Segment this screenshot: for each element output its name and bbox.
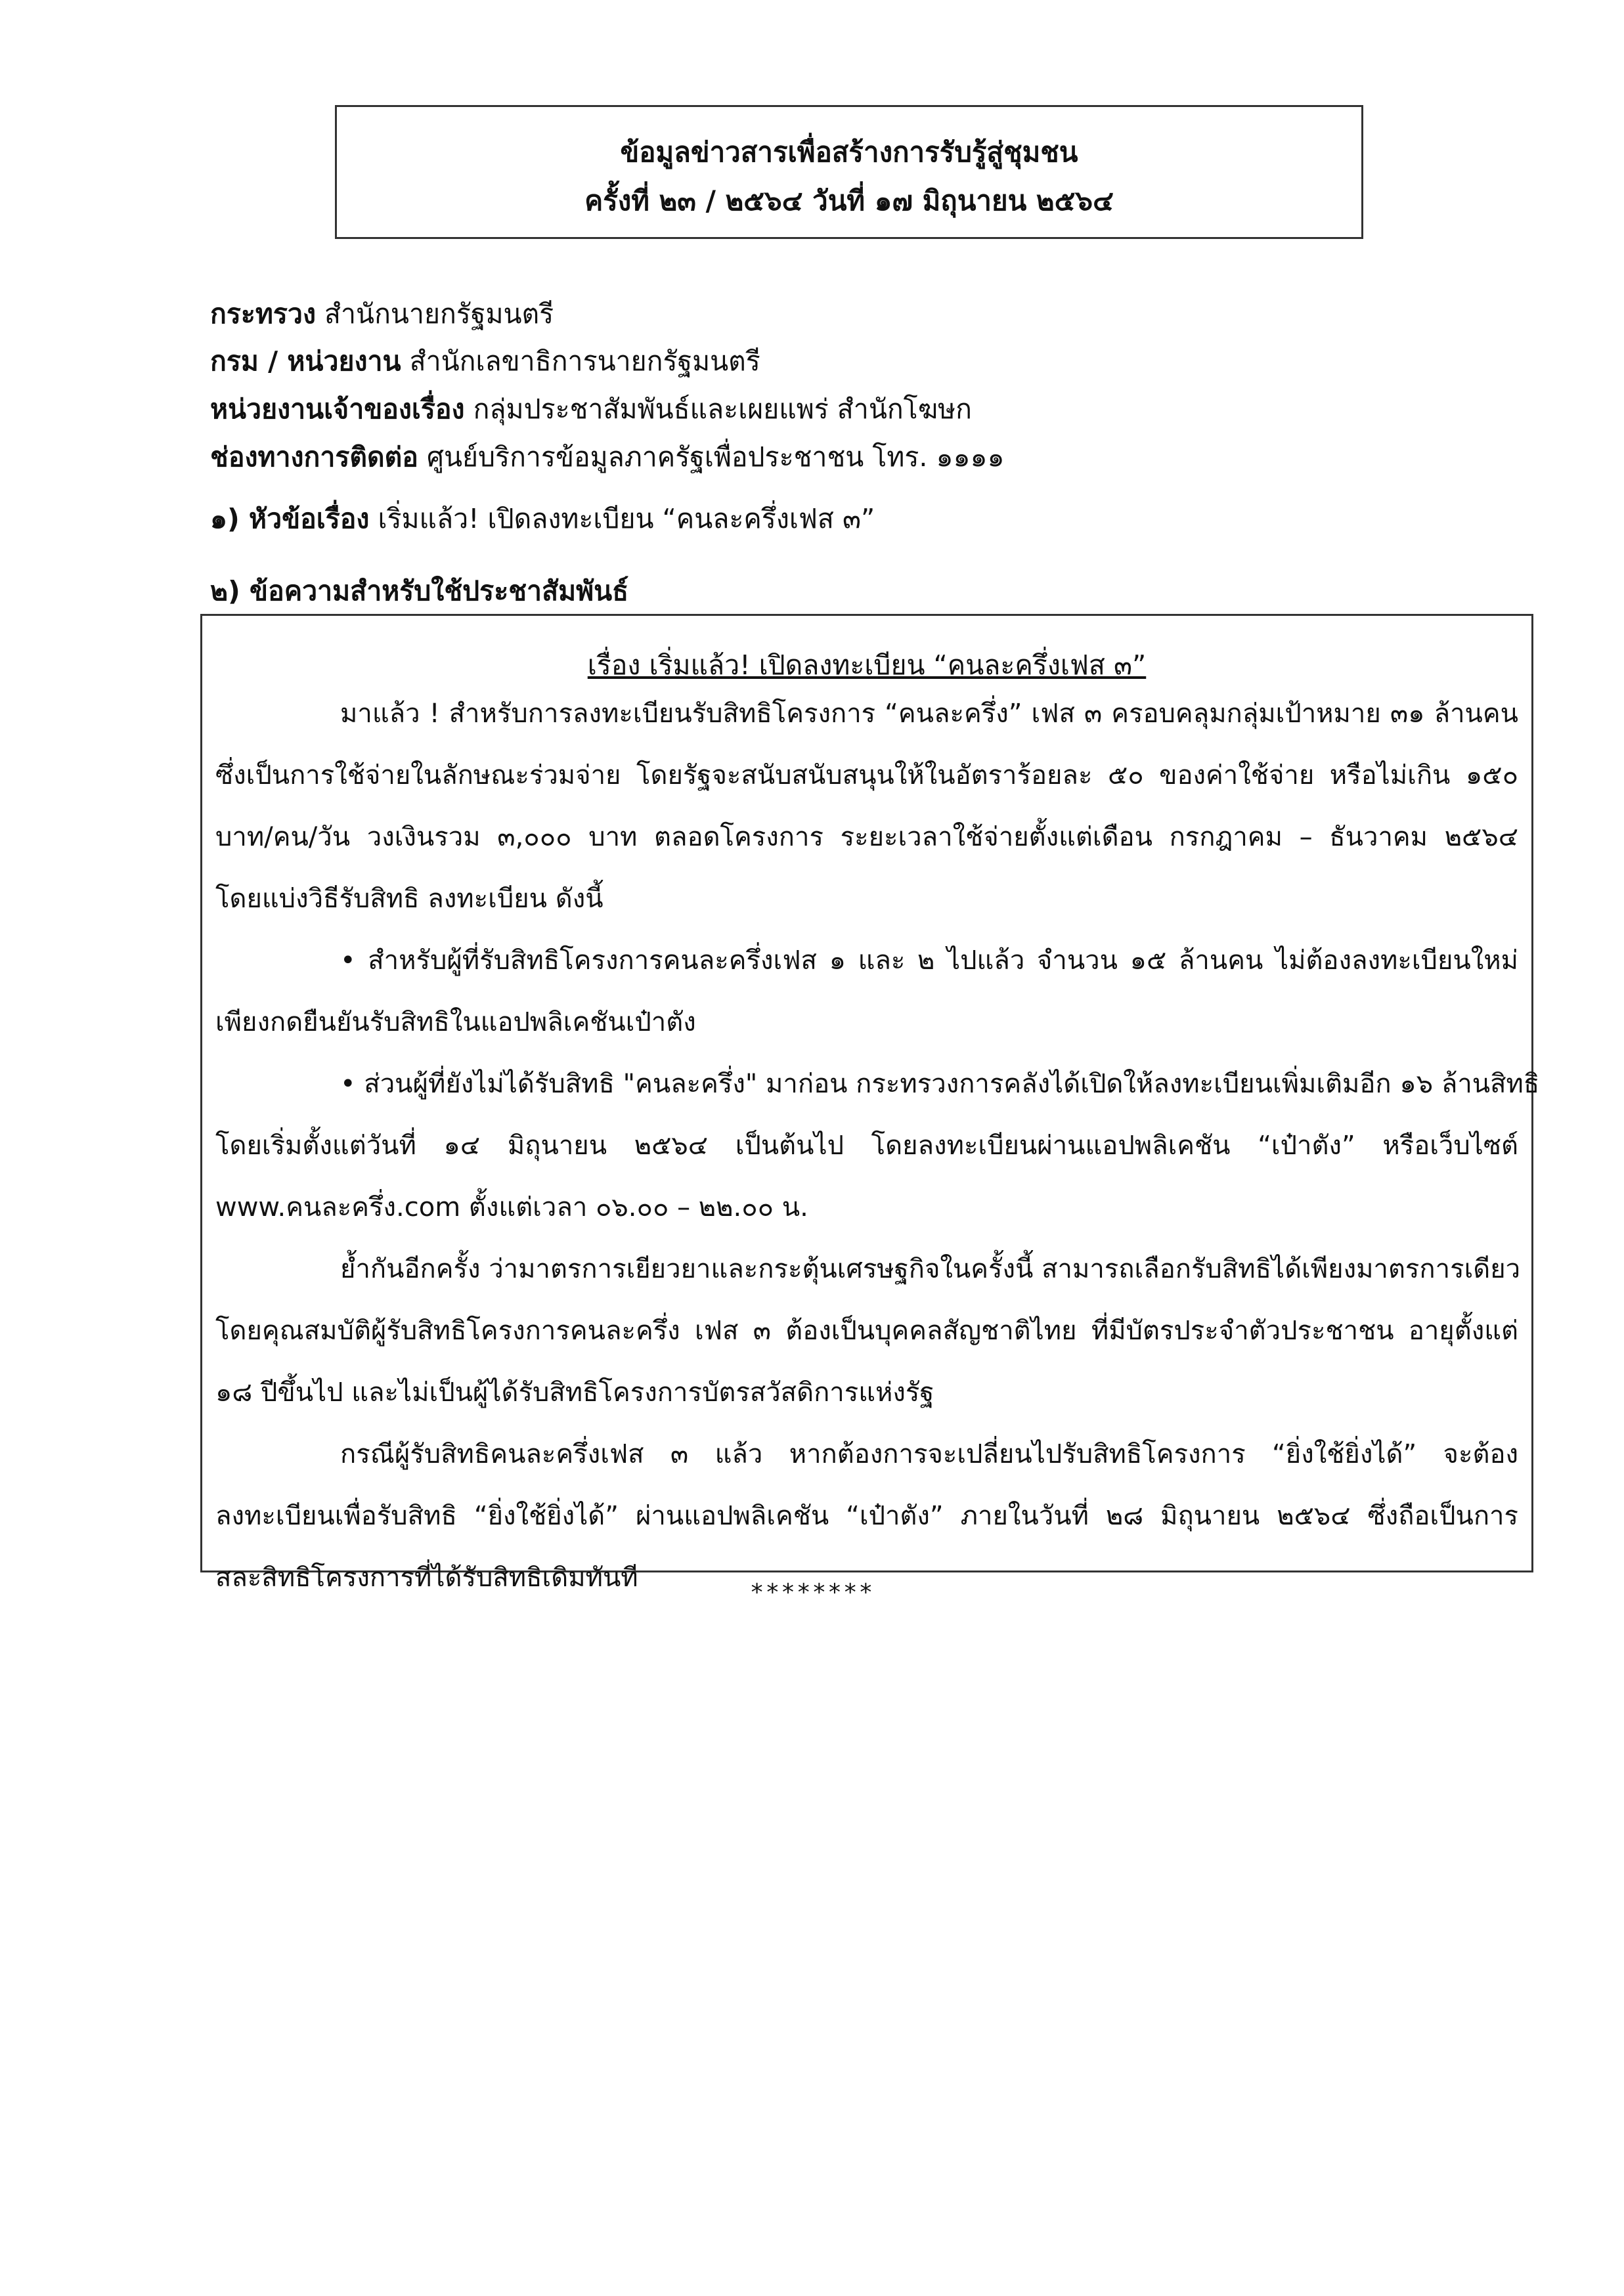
paragraph-line: มาแล้ว ! สำหรับการลงทะเบียนรับสิทธิโครงการ “คนละครึ่ง” เฟส ๓ ครอบคลุมกลุ่มเป้าหมาย ๓๑ ล้านคน — [340, 699, 1518, 729]
ministry-label: กระทรวง — [210, 298, 316, 330]
owner-value: กลุ่มประชาสัมพันธ์และเผยแพร่ สำนักโฆษก — [464, 393, 972, 425]
paragraph-line: • สำหรับผู้ที่รับสิทธิโครงการคนละครึ่งเฟส ๑ และ ๒ ไปแล้ว จำนวน ๑๕ ล้านคน ไม่ต้องลงทะเบียนใหม่ — [340, 945, 1518, 976]
end-marker: ******** — [749, 1579, 875, 1606]
meta-owner — [210, 393, 972, 425]
department-label: กรม / หน่วยงาน — [210, 345, 401, 377]
paragraph-line: www.คนละครึ่ง.com ตั้งแต่เวลา ๐๖.๐๐ – ๒๒.๐๐ น. — [215, 1192, 808, 1223]
paragraph-line: ย้ำกันอีกครั้ง ว่ามาตรการเยียวยาและกระตุ้นเศรษฐกิจในครั้งนี้ สามารถเลือกรับสิทธิได้เพียงมาตรการเดียว — [340, 1254, 1521, 1284]
meta-message — [210, 575, 629, 607]
paragraph-line: สละสิทธิโครงการที่ได้รับสิทธิเดิมทันที — [215, 1563, 638, 1593]
message-label: ๒) ข้อความสำหรับใช้ประชาสัมพันธ์ — [210, 575, 629, 607]
paragraph-line: ซึ่งเป็นการใช้จ่ายในลักษณะร่วมจ่าย โดยรัฐจะสนับสนับสนุนให้ในอัตราร้อยละ ๕๐ ของค่าใช้จ่าย หรือไม่เกิน ๑๕๐ — [215, 760, 1518, 791]
contact-label: ช่องทางการติดต่อ — [210, 441, 418, 473]
ministry-value: สำนักนายกรัฐมนตรี — [315, 298, 554, 330]
department-value: สำนักเลขาธิการนายกรัฐมนตรี — [401, 345, 760, 377]
article-title: เรื่อง เริ่มแล้ว! เปิดลงทะเบียน “คนละครึ่งเฟส ๓” — [587, 649, 1147, 681]
header-box — [335, 105, 1363, 239]
meta-department — [210, 345, 760, 377]
meta-contact — [210, 441, 1005, 473]
contact-value: ศูนย์บริการข้อมูลภาครัฐเพื่อประชาชน โทร. ๑๑๑๑ — [418, 441, 1005, 473]
topic-label: ๑) หัวข้อเรื่อง — [210, 503, 370, 534]
owner-label: หน่วยงานเจ้าของเรื่อง — [210, 393, 465, 425]
message-box — [200, 614, 1540, 1593]
topic-value: เริ่มแล้ว! เปิดลงทะเบียน “คนละครึ่งเฟส ๓” — [369, 503, 875, 534]
paragraph-existing-users — [215, 930, 1518, 1053]
meta-topic — [210, 503, 875, 534]
paragraph-line: โดยคุณสมบัติผู้รับสิทธิโครงการคนละครึ่ง เฟส ๓ ต้องเป็นบุคคลสัญชาติไทย ที่มีบัตรประจำตัวประชาชน อายุตั้งแต่ — [215, 1316, 1518, 1346]
paragraph-intro — [215, 683, 1518, 930]
paragraph-line: ๑๘ ปีขึ้นไป และไม่เป็นผู้ได้รับสิทธิโครงการบัตรสวัสดิการแห่งรัฐ — [215, 1377, 934, 1408]
paragraph-line: • ส่วนผู้ที่ยังไม่ได้รับสิทธิ "คนละครึ่ง" มาก่อน กระทรวงการคลังได้เปิดให้ลงทะเบียนเพิ่มเติมอีก ๑๖ ล้านสิทธิ — [340, 1069, 1540, 1099]
paragraph-eligibility — [215, 1238, 1521, 1423]
paragraph-line: กรณีผู้รับสิทธิคนละครึ่งเฟส ๓ แล้ว หากต้องการจะเปลี่ยนไปรับสิทธิโครงการ “ยิ่งใช้ยิ่งได้” จะต้อง — [340, 1439, 1518, 1469]
paragraph-line: เพียงกดยืนยันรับสิทธิในแอปพลิเคชันเป๋าตัง — [215, 1007, 696, 1037]
paragraph-line: ลงทะเบียนเพื่อรับสิทธิ “ยิ่งใช้ยิ่งได้” ผ่านแอปพลิเคชัน “เป๋าตัง” ภายในวันที่ ๒๘ มิถุนายน ๒๕๖๔ ซึ่งถือเป็นการ — [215, 1501, 1518, 1531]
document-title: ข้อมูลข่าวสารเพื่อสร้างการรับรู้สู่ชุมชน — [620, 136, 1078, 168]
meta-ministry — [210, 298, 554, 330]
issue-number-date: ครั้งที่ ๒๓ / ๒๕๖๔ วันที่ ๑๗ มิถุนายน ๒๕๖๔ — [584, 184, 1114, 217]
paragraph-new-users — [215, 1053, 1540, 1238]
paragraph-line: บาท/คน/วัน วงเงินรวม ๓,๐๐๐ บาท ตลอดโครงการ ระยะเวลาใช้จ่ายตั้งแต่เดือน กรกฎาคม – ธันวาคม ๒๕๖๔ — [215, 822, 1518, 852]
paragraph-line: โดยแบ่งวิธีรับสิทธิ ลงทะเบียน ดังนี้ — [215, 884, 604, 914]
paragraph-line: โดยเริ่มตั้งแต่วันที่ ๑๔ มิถุนายน ๒๕๖๔ เป็นต้นไป โดยลงทะเบียนผ่านแอปพลิเคชัน “เป๋าตัง” หรือเว็บไซต์ — [215, 1131, 1518, 1161]
